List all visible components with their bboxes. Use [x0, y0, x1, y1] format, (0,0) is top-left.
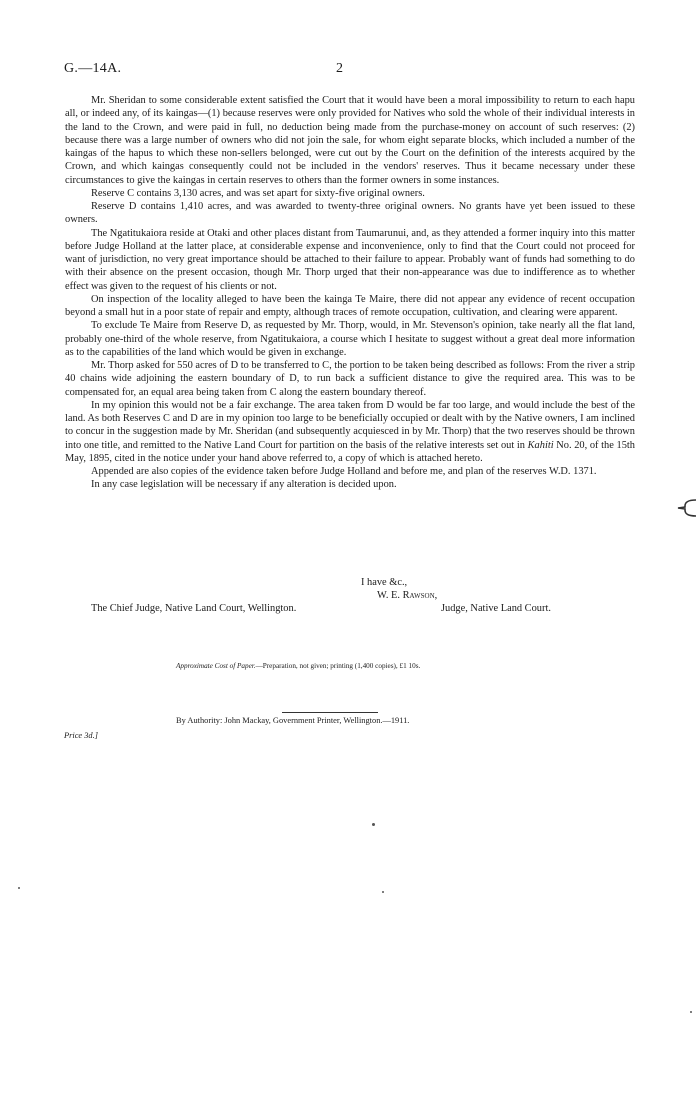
margin-bracket-icon: [676, 497, 698, 519]
body-text: [65, 94, 635, 492]
cost-note: [176, 662, 420, 670]
paragraph-text: In my opinion this would not be a fair exchange. The area taken from D would be far too large, and would include the best of the land. As both Reserves C and D are in my opinion too large to be beneficially occupied or dealt with by the Native owners, I am inclined to concur in the suggestion made by Mr. Sheridan (and subsequently acquiesced in by Mr. Thorp) that the two reserves should be thrown into one title, and remitted to the Native Land Court for partition on the basis of the relative interests set out in: [65, 399, 635, 451]
paragraph: On inspection of the locality alleged to have been the kainga Te Maire, there did not appear any evidence of recent occupation beyond a small hut in a poor state of repair and empty, although traces of remote occupation, cultivation, and clearing were apparent.: [65, 293, 635, 318]
paper-speck: [382, 891, 384, 893]
addressee: The Chief Judge, Native Land Court, Wellington.: [91, 603, 297, 614]
paragraph: Reserve C contains 3,130 acres, and was set apart for sixty-five original owners.: [91, 187, 425, 199]
paragraph-text: No. 20, of the 15th May, 1895, cited in the notice under your hand above referred to, a copy of which is attached hereto.: [65, 439, 635, 464]
paragraph: The Ngatitukaiora reside at Otaki and other places distant from Taumarunui, and, as they attended a former inquiry into this matter before Judge Holland at the latter place, at considerable expense and inconvenience, only to find that the Court could not proceed for want of jurisdiction, no very great importance should be attached to their failure to appear. Probably want of funds had something to do with their absence on the present occasion, though Mr. Thorp urged that their non-appearance was due to indifference as to whether effect was given to the request of his clients or not.: [65, 227, 635, 292]
paragraph: Appended are also copies of the evidence taken before Judge Holland and before me, and plan of the reserves W.D. 1371.: [91, 466, 597, 477]
page-number: 2: [336, 61, 343, 76]
paragraph: [65, 399, 635, 465]
authority-line: By Authority: John Mackay, Government Printer, Wellington.—1911.: [176, 716, 410, 725]
document-reference: G.—14A.: [64, 61, 122, 76]
paper-speck: [690, 1011, 692, 1013]
paragraph: In any case legislation will be necessary if any alteration is decided upon.: [91, 479, 397, 491]
cost-text: —Preparation, not given; printing (1,400 copies), £1 10s.: [255, 662, 421, 670]
divider: [282, 712, 378, 713]
signatory-name: W. E. Rawson,: [377, 590, 438, 601]
paragraph: Mr. Sheridan to some considerable extent satisfied the Court that it would have been a moral impossibility to return to each hapu all, or indeed any, of its kaingas—(1) because reserves were only provided for Natives who sold the whole of their individual interests in the land to the Crown, and were paid in full, no deduction being made from the purchase-money on account of such reserves: (2) because there was a large number of owners who did not join the sale, for whom eight separate blocks, which included a number of the kaingas of the hapus to which these non-sellers belonged, were cut out by the Court on the definition of the interests acquired by the Crown, and which kaingas consequently could not be included in the vendors' reserves. Thus it became necessary under these circumstances to give the kaingas in certain reserves to others than the former owners in some instances.: [65, 95, 635, 186]
closing-line: I have &c.,: [361, 577, 408, 588]
paper-speck: [372, 823, 375, 826]
signatory-title: Judge, Native Land Court.: [441, 603, 551, 614]
price-label: Price 3d.]: [64, 731, 98, 740]
paragraph: To exclude Te Maire from Reserve D, as requested by Mr. Thorp, would, in Mr. Stevenson's opinion, take nearly all the flat land, probably one-third of the whole reserve, from Ngatitukaiora, a course which I hesitate to suggest without a great deal more information as to the capabilities of the land which would be given in exchange.: [65, 320, 635, 358]
kahiti-reference: Kahiti: [527, 439, 554, 451]
paper-speck: [18, 887, 20, 889]
paragraph: Mr. Thorp asked for 550 acres of D to be transferred to C, the portion to be taken being described as follows: From the river a strip 40 chains wide adjoining the eastern boundary of D, to run back a sufficient distance to give the required area. This was to be compensated for, an equal area being taken from C along the eastern boundary thereof.: [65, 360, 635, 398]
cost-label: Approximate Cost of Paper.: [176, 662, 256, 670]
paragraph: Reserve D contains 1,410 acres, and was awarded to twenty-three original owners. No grants have yet been issued to these owners.: [65, 201, 635, 226]
